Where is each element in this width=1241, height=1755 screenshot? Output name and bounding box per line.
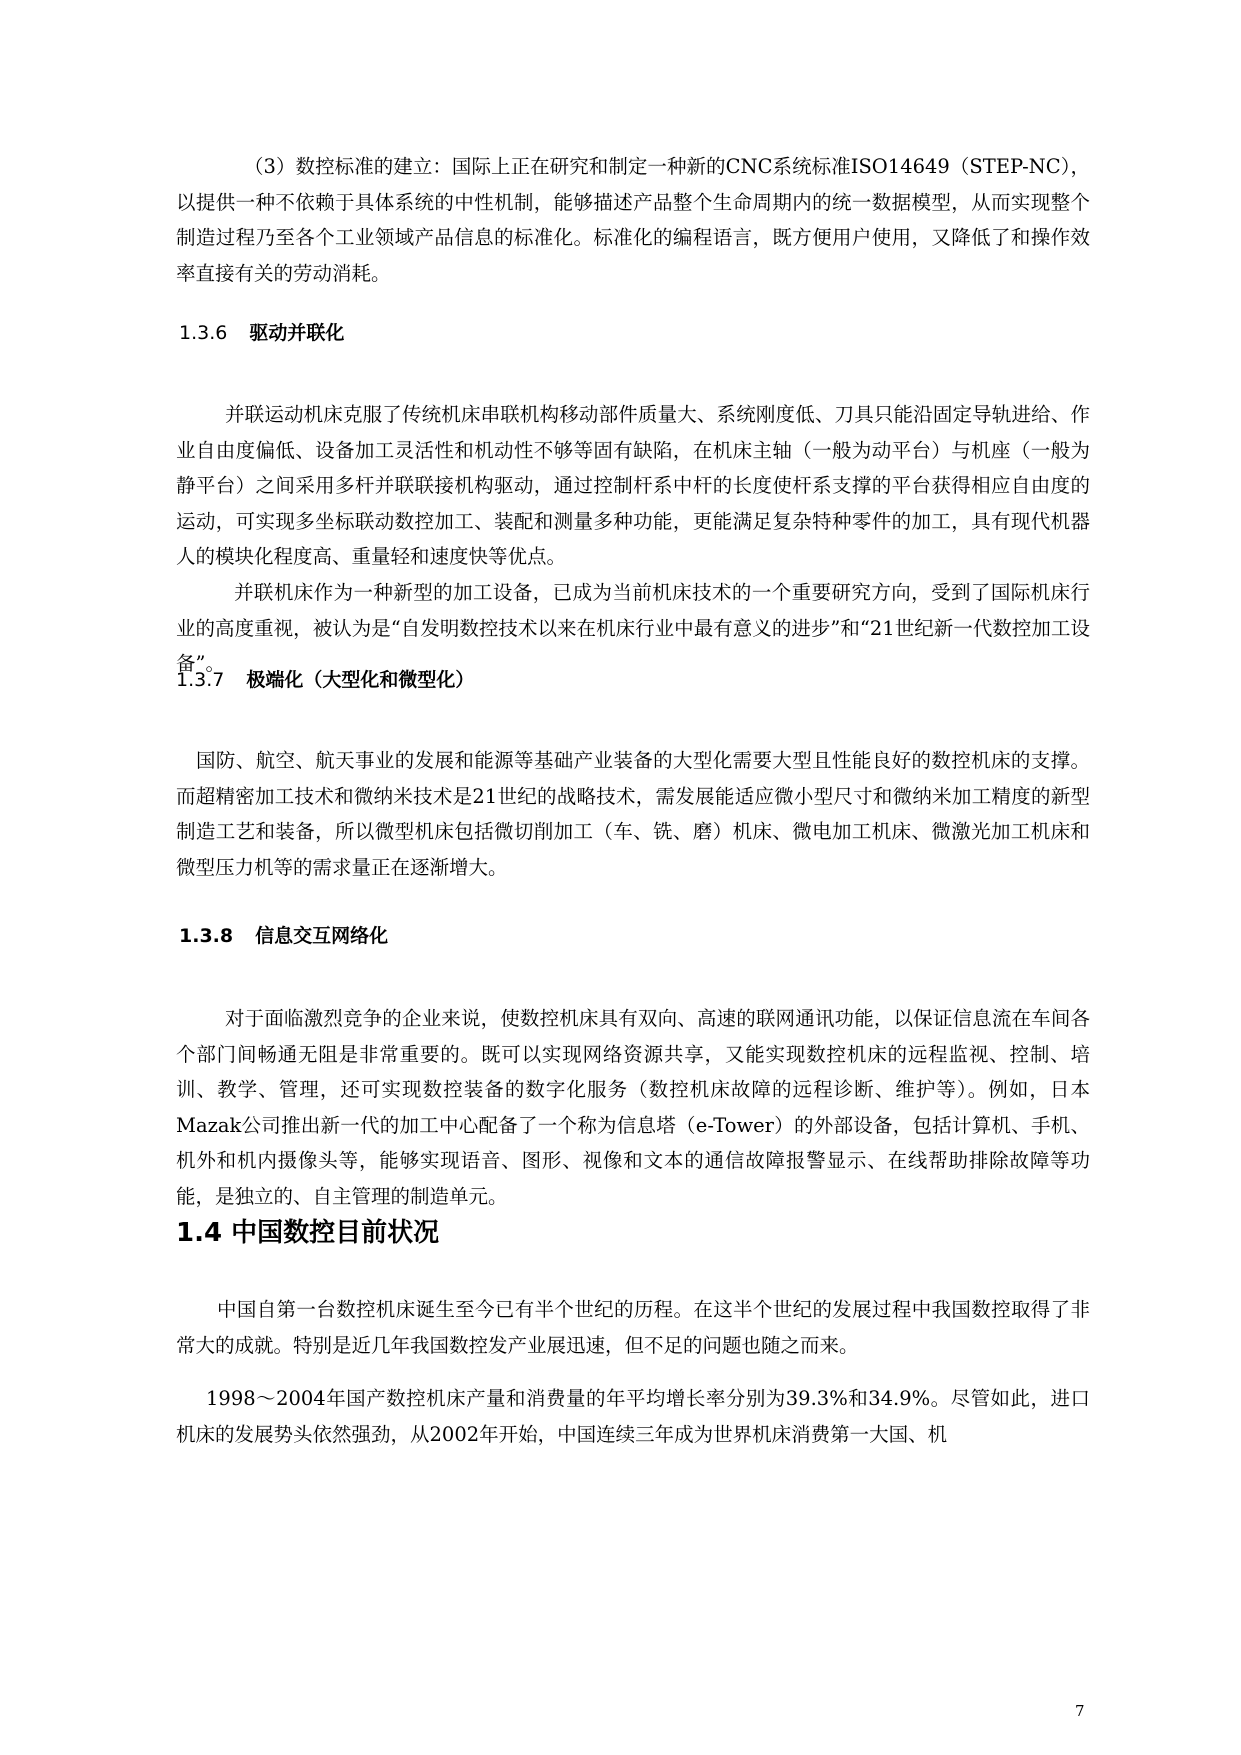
page-number: 7 (1075, 1702, 1085, 1720)
heading-number: 1.3.8 (179, 925, 234, 947)
heading-title: 驱动并联化 (249, 322, 345, 344)
heading-1-3-7 (176, 668, 474, 692)
paragraph-cnc-standard: （3）数控标准的建立：国际上正在研究和制定一种新的CNC系统标准ISO14649（STEP-NC），以提供一种不依赖于具体系统的中性机制，能够描述产品整个生命周期内的统一数据模型，从而实现整个制造过程乃至各个工业领域产品信息的标准化。标准化的编程语言，既方便用户使用，又降低了和操作效率直接有关的劳动消耗。 (176, 155, 1090, 285)
heading-1-3-8 (179, 924, 388, 948)
paragraph-china-history: 中国自第一台数控机床诞生至今已有半个世纪的历程。在这半个世纪的发展过程中我国数控取得了非常大的成就。特别是近几年我国数控发产业展迅速，但不足的问题也随之而来。 (176, 1298, 1090, 1357)
paragraph-parallel-machine: 并联运动机床克服了传统机床串联机构移动部件质量大、系统刚度低、刀具只能沿固定导轨进给、作业自由度偏低、设备加工灵活性和机动性不够等固有缺陷，在机床主轴（一般为动平台）与机座（一般为静平台）之间采用多杆并联联接机构驱动，通过控制杆系中杆的长度使杆系支撑的平台获得相应自由度的运动，可实现多坐标联动数控加工、装配和测量多种功能，更能满足复杂特种零件的加工，具有现代机器人的模块化程度高、重量轻和速度快等优点。 (176, 403, 1090, 568)
heading-1-4: 1.4 中国数控目前状况 (176, 1218, 440, 1248)
paragraph-networking: 对于面临激烈竞争的企业来说，使数控机床具有双向、高速的联网通讯功能，以保证信息流在车间各个部门间畅通无阻是非常重要的。既可以实现网络资源共享，又能实现数控机床的远程监视、控制、培训、教学、管理，还可实现数控装备的数字化服务（数控机床故障的远程诊断、维护等）。例如，日本Mazak公司推出新一代的加工中心配备了一个称为信息塔（e-Tower）的外部设备，包括计算机、手机、机外和机内摄像头等，能够实现语音、图形、视像和文本的通信故障报警显示、在线帮助排除故障等功能，是独立的、自主管理的制造单元。 (176, 1007, 1090, 1208)
paragraph-extreme-sizes: 国防、航空、航天事业的发展和能源等基础产业装备的大型化需要大型且性能良好的数控机床的支撑。而超精密加工技术和微纳米技术是21世纪的战略技术，需发展能适应微小型尺寸和微纳米加工精度的新型制造工艺和装备，所以微型机床包括微切削加工（车、铣、磨）机床、微电加工机床、微激光加工机床和微型压力机等的需求量正在逐渐增大。 (176, 749, 1090, 879)
heading-title: 信息交互网络化 (255, 925, 389, 947)
heading-number: 1.3.7 (176, 669, 225, 691)
heading-1-3-6 (179, 321, 344, 345)
heading-title: 极端化（大型化和微型化） (246, 669, 475, 691)
heading-number: 1.3.6 (179, 322, 228, 344)
paragraph-parallel-machine-significance: 并联机床作为一种新型的加工设备，已成为当前机床技术的一个重要研究方向，受到了国际机床行业的高度重视，被认为是“自发明数控技术以来在机床行业中最有意义的进步”和“21世纪新一代数控加工设备”。 (176, 581, 1090, 675)
paragraph-growth-rates: 1998～2004年国产数控机床产量和消费量的年平均增长率分别为39.3%和34.9%。尽管如此，进口机床的发展势头依然强劲，从2002年开始，中国连续三年成为世界机床消费第一大国、机 (176, 1387, 1090, 1446)
